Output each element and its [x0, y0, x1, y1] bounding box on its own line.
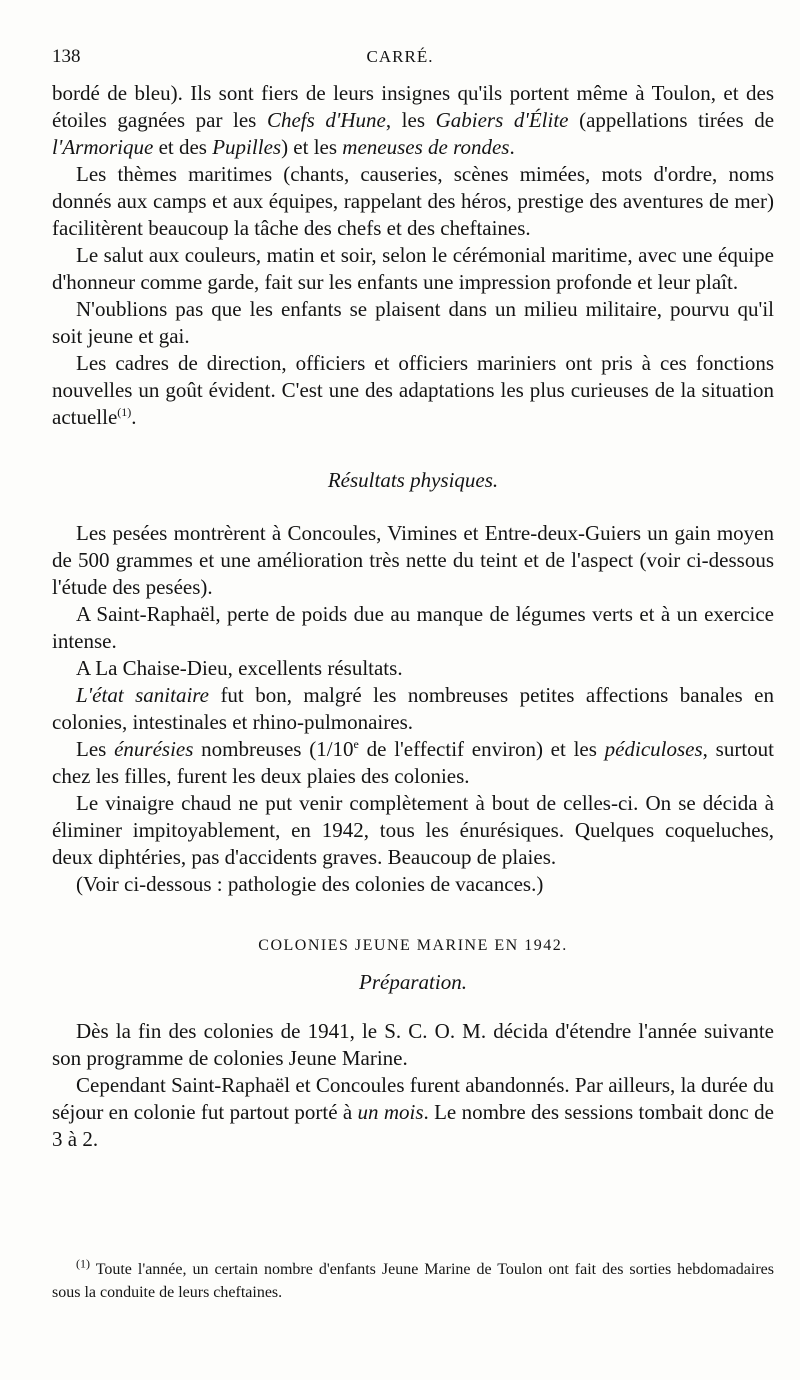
section-heading: COLONIES JEUNE MARINE EN 1942.	[258, 937, 568, 954]
italic-term: pédiculoses	[604, 737, 703, 761]
main-text	[52, 80, 774, 1153]
paragraph: (Voir ci-dessous : pathologie des colonies de vacances.)	[76, 872, 544, 896]
paragraph	[52, 80, 774, 161]
paragraph	[52, 682, 774, 736]
section-heading: Résultats physiques.	[327, 468, 499, 492]
text-run: , surtout chez les filles, furent les deux plaies des colonies.	[52, 737, 774, 788]
subsection-heading: Préparation.	[359, 970, 467, 994]
paragraph: N'oublions pas que les enfants se plaisent dans un milieu militaire, pourvu qu'il soit jeune et gai.	[52, 297, 774, 348]
italic-term: Pupilles	[212, 135, 282, 159]
italic-term: Gabiers d'Élite	[435, 108, 569, 132]
text-run: de l'effectif environ) et les	[358, 737, 605, 761]
text-run: Les	[76, 737, 115, 761]
text-run: . Le nombre des sessions tombait donc de 3 à 2.	[52, 1100, 774, 1151]
text-run: fut bon, malgré les nombreuses petites affections banales en colonies, intestinales et rhino-pulmonaires.	[52, 683, 774, 734]
footnote-text: Toute l'année, un certain nombre d'enfants Jeune Marine de Toulon ont fait des sorties hebdomadaires sous la conduite de leurs cheftaines.	[52, 1261, 774, 1301]
italic-term: Chefs d'Hune	[266, 108, 386, 132]
italic-term: L'état sanitaire	[76, 683, 209, 707]
footnote-marker: (1)	[76, 1256, 90, 1271]
page-header	[52, 46, 748, 72]
italic-term: énurésies	[114, 737, 194, 761]
paragraph: Dès la fin des colonies de 1941, le S. C. O. M. décida d'étendre l'année suivante son programme de colonies Jeune Marine.	[52, 1019, 774, 1070]
superscript: e	[353, 737, 359, 751]
running-title: CARRÉ.	[366, 47, 434, 66]
paragraph	[52, 350, 774, 431]
text-run: .	[131, 405, 137, 429]
paragraph: Les pesées montrèrent à Concoules, Vimines et Entre-deux-Guiers un gain moyen de 500 grammes et une amélioration très nette du teint et de l'aspect (voir ci-dessous l'étude des pesées).	[52, 521, 774, 599]
paragraph: Le salut aux couleurs, matin et soir, selon le cérémonial maritime, avec une équipe d'honneur comme garde, fait sur les enfants une impression profonde et leur plaît.	[52, 243, 774, 294]
text-run: , les	[385, 108, 436, 132]
text-run: ) et les	[281, 135, 343, 159]
footnote-reference[interactable]: (1)	[117, 405, 132, 419]
text-run: Cependant Saint-Raphaël et Concoules furent abandonnés. Par ailleurs, la durée du séjour en colonie fut partout porté à	[52, 1073, 774, 1124]
text-run: .	[509, 135, 515, 159]
paragraph: Le vinaigre chaud ne put venir complètement à bout de celles-ci. On se décida à éliminer impitoyablement, en 1942, tous les énurésiques. Quelques coqueluches, deux diphtéries, pas d'accidents graves. Beaucoup de plaies.	[52, 791, 774, 869]
paragraph: A La Chaise-Dieu, excellents résultats.	[76, 656, 403, 680]
italic-term: l'Armorique	[52, 135, 154, 159]
italic-term: un mois	[357, 1100, 424, 1124]
text-run: (appellations tirées de	[568, 108, 775, 132]
page-number: 138	[52, 46, 81, 67]
paragraph	[52, 1072, 774, 1153]
paragraph	[52, 736, 774, 790]
italic-term: meneuses de rondes	[342, 135, 510, 159]
text-run: bordé de bleu). Ils sont fiers de leurs insignes qu'ils portent même à Toulon, et des étoiles gagnées par les	[52, 81, 774, 132]
text-run: nombreuses (1/10	[193, 737, 354, 761]
footnote	[52, 1258, 774, 1304]
text-run: Les cadres de direction, officiers et officiers mariniers ont pris à ces fonctions nouvelles un goût évident. C'est une des adaptations les plus curieuses de la situation actuelle	[52, 351, 774, 429]
paragraph: A Saint-Raphaël, perte de poids due au manque de légumes verts et à un exercice intense.	[52, 602, 774, 653]
paragraph: Les thèmes maritimes (chants, causeries, scènes mimées, mots d'ordre, noms donnés aux camps et aux équipes, rappelant des héros, prestige des aventures de mer) facilitèrent beaucoup la tâche des chefs et des cheftaines.	[52, 162, 774, 240]
text-run: et des	[153, 135, 213, 159]
